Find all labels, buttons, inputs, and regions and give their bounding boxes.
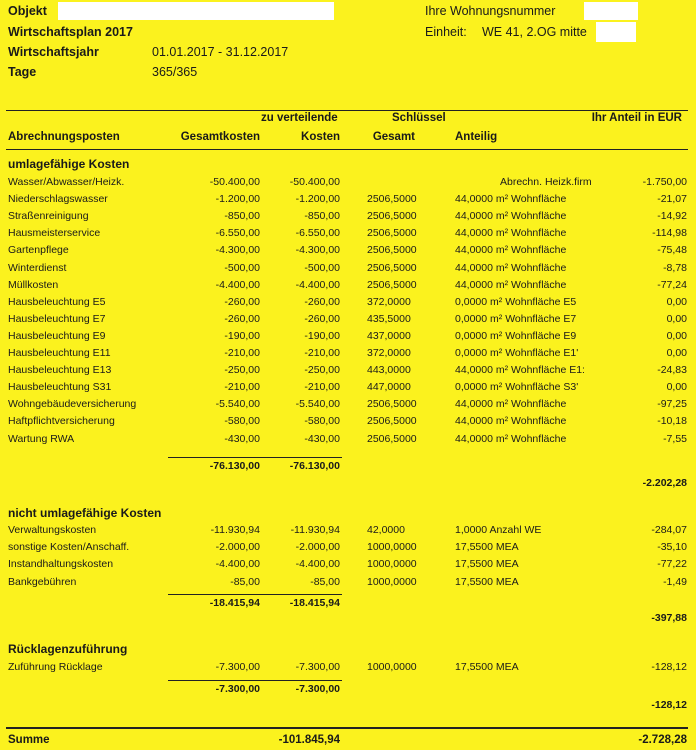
umlage-sum-anteil: -2.202,28 bbox=[642, 477, 687, 489]
cell-anteilig: 17,5500 MEA bbox=[455, 575, 519, 588]
cell-kosten: -5.540,00 bbox=[295, 398, 340, 411]
cell-posten: Wohngebäudeversicherung bbox=[8, 398, 137, 411]
cell-kosten: -50.400,00 bbox=[289, 176, 340, 188]
cell-ihr-anteil: 0,00 bbox=[666, 347, 687, 359]
summe-label: Summe bbox=[8, 734, 50, 746]
cell-ihr-anteil: -77,24 bbox=[657, 278, 687, 291]
cell-kosten: -210,00 bbox=[304, 381, 340, 394]
summe-anteil: -2.728,28 bbox=[638, 734, 687, 746]
cell-posten: Hausbeleuchtung E5 bbox=[8, 295, 106, 308]
cell-schluessel-gesamt: 372,0000 bbox=[367, 347, 411, 359]
cell-ihr-anteil: -128,12 bbox=[651, 661, 687, 673]
cell-gesamtkosten: -11.930,94 bbox=[210, 524, 260, 536]
cell-schluessel-gesamt: 2506,5000 bbox=[367, 193, 417, 206]
cell-anteilig: 44,0000 m² Wohnfläche bbox=[455, 398, 567, 411]
cell-ihr-anteil: -10,18 bbox=[657, 415, 687, 428]
cell-schluessel-gesamt: 2506,5000 bbox=[367, 432, 417, 445]
col-gesamtkosten: Gesamtkosten bbox=[180, 131, 260, 143]
cell-gesamtkosten: -7.300,00 bbox=[215, 661, 260, 673]
cell-schluessel-gesamt: 447,0000 bbox=[367, 381, 411, 394]
cell-posten: Hausbeleuchtung S31 bbox=[8, 381, 112, 394]
cell-schluessel-gesamt: 2506,5000 bbox=[367, 227, 417, 240]
cell-schluessel-gesamt: 42,0000 bbox=[367, 524, 405, 536]
cell-posten: Winterdienst bbox=[8, 261, 67, 274]
section-title-ruecklagen: Rücklagenzuführung bbox=[8, 642, 128, 656]
cell-gesamtkosten: -250,00 bbox=[224, 364, 260, 377]
jahr-value: 01.01.2017 - 31.12.2017 bbox=[152, 45, 289, 59]
cell-posten: Hausbeleuchtung E11 bbox=[8, 347, 111, 359]
umlage-sum-kosten: -76.130,00 bbox=[289, 460, 340, 472]
cell-ihr-anteil: -75,48 bbox=[657, 244, 687, 257]
cell-ihr-anteil: -1,49 bbox=[663, 575, 687, 588]
col-gesamt: Gesamt bbox=[372, 131, 415, 143]
col-zu-verteilende: zu verteilende bbox=[261, 112, 338, 124]
cell-schluessel-gesamt: 2506,5000 bbox=[367, 210, 417, 223]
cell-anteilig: 44,0000 m² Wohnfläche bbox=[455, 193, 567, 206]
cell-anteilig: 0,0000 m² Wohnfläche E5 bbox=[455, 295, 577, 308]
tage-value: 365/365 bbox=[152, 65, 198, 79]
cell-kosten: -190,00 bbox=[304, 329, 340, 342]
cell-posten: Zuführung Rücklage bbox=[8, 661, 103, 673]
cell-ihr-anteil: -7,55 bbox=[663, 432, 687, 445]
cell-anteilig: 44,0000 m² Wohnfläche bbox=[455, 244, 567, 257]
cell-ihr-anteil: 0,00 bbox=[666, 295, 687, 308]
cell-schluessel-gesamt: 443,0000 bbox=[367, 364, 411, 377]
cell-posten: Straßenreinigung bbox=[8, 210, 89, 223]
summe-rule bbox=[6, 727, 688, 729]
einheit-label: Einheit: bbox=[425, 25, 467, 39]
cell-gesamtkosten: -430,00 bbox=[224, 432, 260, 445]
cell-gesamtkosten: -4.300,00 bbox=[215, 244, 260, 257]
ruecklagen-sum-anteil: -128,12 bbox=[651, 699, 687, 711]
cell-gesamtkosten: -4.400,00 bbox=[215, 278, 260, 291]
cell-posten: Wasser/Abwasser/Heizk. bbox=[8, 176, 125, 188]
col-ihr-anteil: Ihr Anteil in EUR bbox=[591, 112, 682, 124]
jahr-label: Wirtschaftsjahr bbox=[8, 45, 99, 59]
cell-gesamtkosten: -580,00 bbox=[224, 415, 260, 428]
cell-kosten: -2.000,00 bbox=[295, 541, 340, 554]
cell-posten: Haftpflichtversicherung bbox=[8, 415, 115, 428]
cell-anteilig: 44,0000 m² Wohnfläche E1: bbox=[455, 364, 585, 377]
cell-gesamtkosten: -850,00 bbox=[224, 210, 260, 223]
cell-anteilig: 0,0000 m² Wohnfläche E9 bbox=[455, 329, 577, 342]
section-title-nicht-umlagefaehig: nicht umlagefähige Kosten bbox=[8, 506, 162, 520]
nicht-umlage-sum-anteil: -397,88 bbox=[651, 612, 687, 624]
cell-ihr-anteil: 0,00 bbox=[666, 381, 687, 394]
cell-posten: Gartenpflege bbox=[8, 244, 69, 257]
cell-gesamtkosten: -210,00 bbox=[224, 381, 260, 394]
cell-ihr-anteil: -1.750,00 bbox=[642, 176, 687, 188]
cell-posten: Hausbeleuchtung E9 bbox=[8, 329, 106, 342]
summe-kosten: -101.845,94 bbox=[278, 734, 340, 746]
cell-kosten: -260,00 bbox=[304, 295, 340, 308]
col-schluessel: Schlüssel bbox=[392, 112, 446, 124]
col-posten: Abrechnungsposten bbox=[8, 131, 120, 143]
cell-ihr-anteil: -14,92 bbox=[657, 210, 687, 223]
cell-gesamtkosten: -210,00 bbox=[224, 347, 260, 359]
cell-gesamtkosten: -6.550,00 bbox=[215, 227, 260, 240]
ruecklagen-subtotal-rule bbox=[168, 680, 342, 681]
cell-kosten: -4.300,00 bbox=[295, 244, 340, 257]
cell-schluessel-gesamt: 435,5000 bbox=[367, 312, 411, 325]
cell-anteilig: Abrechn. Heizk.firm bbox=[500, 176, 592, 188]
cell-schluessel-gesamt: 2506,5000 bbox=[367, 261, 417, 274]
cell-ihr-anteil: -114,98 bbox=[652, 227, 687, 240]
cell-anteilig: 1,0000 Anzahl WE bbox=[455, 524, 542, 536]
cell-kosten: -4.400,00 bbox=[295, 558, 340, 571]
cell-gesamtkosten: -85,00 bbox=[230, 575, 260, 588]
cell-ihr-anteil: -8,78 bbox=[663, 261, 687, 274]
cell-gesamtkosten: -50.400,00 bbox=[209, 176, 260, 188]
cell-posten: Verwaltungskosten bbox=[8, 524, 97, 536]
cell-schluessel-gesamt: 1000,0000 bbox=[367, 558, 417, 571]
cell-anteilig: 44,0000 m² Wohnfläche bbox=[455, 432, 567, 445]
cell-schluessel-gesamt: 1000,0000 bbox=[367, 661, 417, 673]
cell-kosten: -11.930,94 bbox=[290, 524, 340, 536]
cell-schluessel-gesamt: 2506,5000 bbox=[367, 244, 417, 257]
cell-anteilig: 0,0000 m² Wohnfläche E1' bbox=[455, 347, 579, 359]
cell-anteilig: 0,0000 m² Wohnfläche E7 bbox=[455, 312, 577, 325]
cell-ihr-anteil: -21,07 bbox=[657, 193, 687, 206]
cell-anteilig: 44,0000 m² Wohnfläche bbox=[455, 415, 567, 428]
cell-anteilig: 44,0000 m² Wohnfläche bbox=[455, 278, 567, 291]
cell-schluessel-gesamt: 2506,5000 bbox=[367, 415, 417, 428]
nicht-umlage-sum-kosten: -18.415,94 bbox=[289, 597, 340, 609]
nicht-umlage-sum-gesamt: -18.415,94 bbox=[209, 597, 260, 609]
cell-gesamtkosten: -4.400,00 bbox=[215, 558, 260, 571]
cell-gesamtkosten: -260,00 bbox=[224, 295, 260, 308]
cell-ihr-anteil: -24,83 bbox=[657, 364, 687, 377]
cell-kosten: -850,00 bbox=[304, 210, 340, 223]
cell-gesamtkosten: -190,00 bbox=[224, 329, 260, 342]
cell-kosten: -210,00 bbox=[304, 347, 340, 359]
cell-anteilig: 44,0000 m² Wohnfläche bbox=[455, 261, 567, 274]
cell-anteilig: 17,5500 MEA bbox=[455, 661, 519, 673]
ruecklagen-sum-kosten: -7.300,00 bbox=[295, 683, 340, 695]
cell-anteilig: 44,0000 m² Wohnfläche bbox=[455, 227, 567, 240]
cell-schluessel-gesamt: 437,0000 bbox=[367, 329, 411, 342]
cell-ihr-anteil: -77,22 bbox=[657, 558, 687, 571]
cell-ihr-anteil: -35,10 bbox=[657, 541, 687, 554]
col-anteilig: Anteilig bbox=[455, 131, 498, 143]
cell-kosten: -7.300,00 bbox=[295, 661, 340, 673]
cell-anteilig: 0,0000 m² Wohnfläche S3' bbox=[455, 381, 579, 394]
cell-gesamtkosten: -1.200,00 bbox=[215, 193, 260, 206]
cell-schluessel-gesamt: 2506,5000 bbox=[367, 398, 417, 411]
cell-schluessel-gesamt: 1000,0000 bbox=[367, 541, 417, 554]
umlage-sum-gesamt: -76.130,00 bbox=[209, 460, 260, 472]
cell-anteilig: 17,5500 MEA bbox=[455, 541, 519, 554]
cell-posten: Bankgebühren bbox=[8, 575, 77, 588]
cell-posten: Wartung RWA bbox=[8, 432, 75, 445]
cell-ihr-anteil: -97,25 bbox=[657, 398, 687, 411]
cell-schluessel-gesamt: 1000,0000 bbox=[367, 575, 417, 588]
ruecklagen-sum-gesamt: -7.300,00 bbox=[215, 683, 260, 695]
cell-posten: Hausmeisterservice bbox=[8, 227, 101, 240]
cell-posten: Hausbeleuchtung E7 bbox=[8, 312, 106, 325]
cell-posten: Hausbeleuchtung E13 bbox=[8, 364, 112, 377]
cell-anteilig: 17,5500 MEA bbox=[455, 558, 519, 571]
cell-gesamtkosten: -500,00 bbox=[224, 261, 260, 274]
cell-posten: sonstige Kosten/Anschaff. bbox=[8, 541, 130, 554]
cell-kosten: -430,00 bbox=[304, 432, 340, 445]
cell-kosten: -580,00 bbox=[304, 415, 340, 428]
cell-gesamtkosten: -5.540,00 bbox=[215, 398, 260, 411]
cell-posten: Instandhaltungskosten bbox=[8, 558, 114, 571]
cell-kosten: -250,00 bbox=[304, 364, 340, 377]
objekt-label: Objekt bbox=[8, 4, 47, 18]
plan-label: Wirtschaftsplan 2017 bbox=[8, 25, 133, 39]
section-title-umlagefaehig: umlagefähige Kosten bbox=[8, 157, 130, 171]
cell-kosten: -85,00 bbox=[310, 575, 340, 588]
cell-kosten: -4.400,00 bbox=[295, 278, 340, 291]
cell-kosten: -1.200,00 bbox=[295, 193, 340, 206]
cell-kosten: -260,00 bbox=[304, 312, 340, 325]
cell-schluessel-gesamt: 2506,5000 bbox=[367, 278, 417, 291]
cell-gesamtkosten: -2.000,00 bbox=[215, 541, 260, 554]
cell-ihr-anteil: 0,00 bbox=[666, 329, 687, 342]
cell-posten: Niederschlagswasser bbox=[8, 193, 108, 206]
cell-posten: Müllkosten bbox=[8, 278, 59, 291]
cell-kosten: -6.550,00 bbox=[295, 227, 340, 240]
tage-label: Tage bbox=[8, 65, 37, 79]
cell-schluessel-gesamt: 372,0000 bbox=[367, 295, 411, 308]
einheit-value: WE 41, 2.OG mitte bbox=[482, 25, 587, 39]
cell-kosten: -500,00 bbox=[304, 261, 340, 274]
cell-anteilig: 44,0000 m² Wohnfläche bbox=[455, 210, 567, 223]
cell-gesamtkosten: -260,00 bbox=[224, 312, 260, 325]
wohnung-label: Ihre Wohnungsnummer bbox=[425, 4, 556, 18]
cell-ihr-anteil: 0,00 bbox=[666, 312, 687, 325]
col-kosten: Kosten bbox=[301, 131, 340, 143]
cell-ihr-anteil: -284,07 bbox=[651, 524, 687, 536]
